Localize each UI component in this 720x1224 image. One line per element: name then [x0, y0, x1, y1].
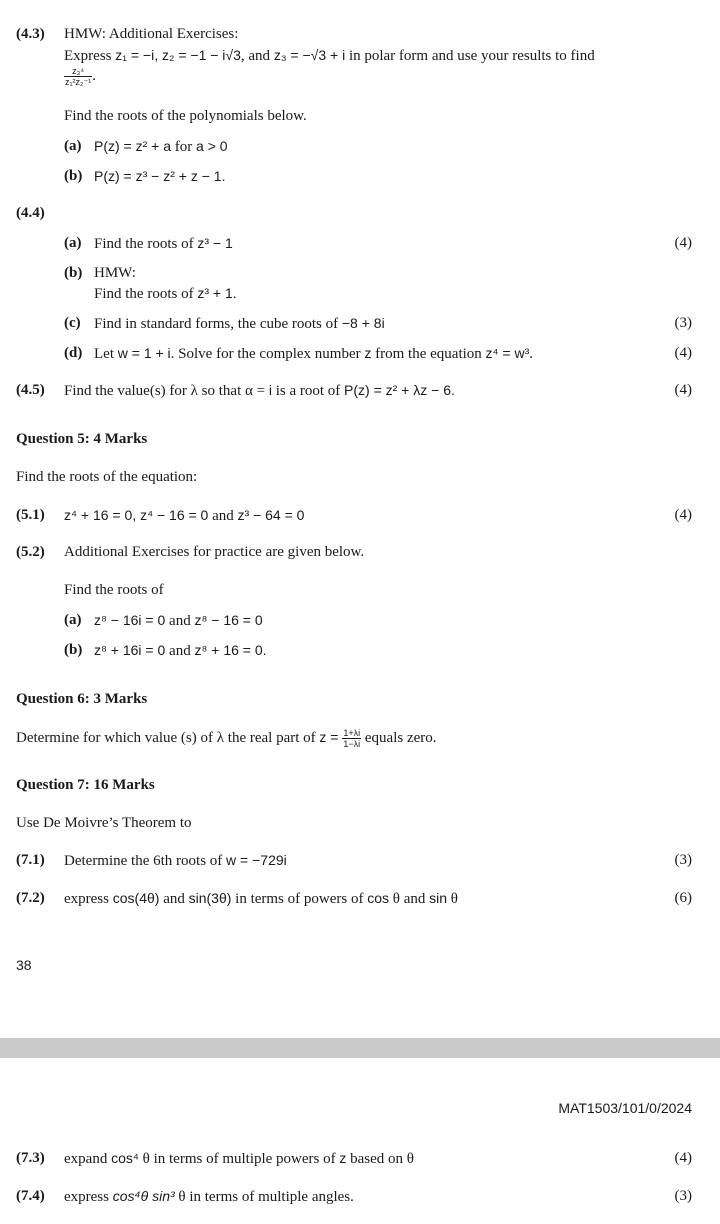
q43-frac-den: z₁²z₂⁻¹ — [65, 77, 92, 87]
q52-text: Additional Exercises for practice are given below. — [64, 544, 365, 560]
q52-a-and: and — [165, 613, 195, 629]
q71-expr: w = −729i — [226, 852, 287, 868]
q72-theta1: θ and — [389, 891, 430, 907]
q43-express-pre: Express — [64, 48, 112, 64]
q73-text2: θ in terms of multiple powers of — [138, 1151, 340, 1167]
q44-d-text4: . — [529, 346, 534, 362]
q43-and: , and — [240, 48, 274, 64]
q74-item — [64, 1188, 354, 1206]
q72-expr1: cos(4θ) — [112, 890, 160, 906]
q52-b-item — [94, 642, 267, 660]
q51-item — [64, 507, 304, 525]
q44-b-title: HMW: — [94, 265, 136, 281]
q43-a-cond: for — [171, 139, 197, 155]
q74-text1: express — [64, 1189, 113, 1205]
q52-a-expr2: z⁸ − 16 = 0 — [194, 612, 263, 628]
q44-a-text: Find the roots of — [94, 236, 198, 252]
q44-d-expr3: z⁴ = w³ — [485, 345, 530, 361]
q43-b-label: (b) — [64, 168, 83, 184]
q71-mark: (3) — [674, 852, 692, 868]
q44-d-expr1: w = 1 + i — [117, 345, 171, 361]
q43-express-post: in polar form and use your results to find — [345, 48, 595, 64]
q43-z2: z₂ = −1 − i√3 — [162, 47, 241, 63]
q72-expr2: sin(3θ) — [188, 890, 232, 906]
q73-text3: based on θ — [346, 1151, 414, 1167]
q72-item — [64, 890, 458, 908]
q51-and: and — [208, 508, 238, 524]
q5-intro: Find the roots of the equation: — [16, 469, 198, 485]
q44-a-item — [94, 235, 233, 253]
q72-and: and — [159, 891, 189, 907]
q43-express-line — [64, 47, 595, 65]
q71-number: (7.1) — [16, 852, 45, 868]
q6-item — [16, 728, 437, 749]
q71-text: Determine the 6th roots of — [64, 853, 227, 869]
page-number: 38 — [16, 957, 32, 973]
q6-text1: Determine for which value (s) of λ the real part of — [16, 729, 320, 746]
q72-expr3: cos — [367, 890, 390, 906]
q52-b-expr1: z⁸ + 16i = 0 — [94, 642, 166, 658]
q44-c-expr: −8 + 8i — [341, 315, 385, 331]
q52-b-label: (b) — [64, 642, 83, 658]
q45-item — [64, 382, 455, 400]
q73-expr: cos⁴ — [111, 1150, 139, 1166]
q43-find-roots: Find the roots of the polynomials below. — [64, 108, 307, 124]
q72-expr4: sin — [429, 890, 448, 906]
q43-fraction: $\frac{\text{z₃⁴}}{\text{z₁²z₂⁻¹}}$ . — [65, 66, 97, 87]
q5-heading: Question 5: 4 Marks — [16, 431, 148, 447]
q73-item — [64, 1150, 414, 1168]
q6-text2: equals zero. — [361, 729, 437, 746]
q74-mark: (3) — [674, 1188, 692, 1204]
q74-expr1: cos⁴θ sin³ — [112, 1188, 175, 1204]
q44-number: (4.4) — [16, 205, 45, 221]
q45-expr2: P(z) = z² + λz − 6. — [344, 382, 455, 398]
q71-item — [64, 852, 287, 870]
q44-d-text1: Let — [94, 346, 118, 362]
q52-a-label: (a) — [64, 612, 82, 628]
q45-expr1: i — [268, 382, 272, 398]
q43-a-item — [94, 138, 228, 156]
q52-a-expr1: z⁸ − 16i = 0 — [94, 612, 166, 628]
q72-mark: (6) — [674, 890, 692, 906]
q51-mark: (4) — [674, 507, 692, 523]
q43-a-label: (a) — [64, 138, 82, 154]
q52-a-item — [94, 612, 263, 630]
q73-number: (7.3) — [16, 1150, 45, 1166]
q43-z1: z₁ = −i, — [115, 47, 162, 63]
q44-d-text3: from the equation — [371, 346, 486, 362]
q72-text2: in terms of powers of — [231, 891, 368, 907]
q44-a-expr: z³ − 1 — [197, 235, 233, 251]
q44-b-label: (b) — [64, 265, 83, 281]
q43-number: (4.3) — [16, 26, 45, 42]
q52-b-and: and — [165, 643, 195, 659]
q43-a-cond-expr: a > 0 — [196, 138, 228, 154]
q44-b-expr: z³ + 1. — [197, 285, 237, 301]
q44-a-label: (a) — [64, 235, 82, 251]
q45-text1: Find the value(s) for λ so that α = — [64, 383, 269, 399]
q44-b-text: Find the roots of — [94, 286, 198, 302]
q44-d-mark: (4) — [674, 345, 692, 361]
q44-a-mark: (4) — [674, 235, 692, 251]
q45-mark: (4) — [674, 382, 692, 398]
q52-b-expr2: z⁸ + 16 = 0. — [194, 642, 267, 658]
q44-d-expr2: z — [364, 345, 372, 361]
page-separator — [0, 1038, 720, 1058]
q44-c-label: (c) — [64, 315, 81, 331]
q6-frac-num: 1+λi — [343, 728, 361, 738]
q44-d-item — [94, 345, 533, 363]
q74-text2: θ in terms of multiple angles. — [174, 1189, 354, 1205]
q43-z3: z₃ = −√3 + i — [273, 47, 346, 63]
q43-frac-num: z₃⁴ — [64, 66, 92, 77]
q74-number: (7.4) — [16, 1188, 45, 1204]
q44-c-item — [94, 315, 385, 333]
q51-expr1: z⁴ + 16 = 0, z⁴ − 16 = 0 — [64, 507, 209, 523]
q44-c-text: Find in standard forms, the cube roots of — [94, 316, 342, 332]
q52-find: Find the roots of — [64, 582, 164, 598]
q43-title: HMW: Additional Exercises: — [64, 26, 239, 42]
course-code-header: MAT1503/101/0/2024 — [558, 1100, 692, 1116]
q6-frac-den: 1−λi — [343, 739, 361, 749]
q73-text1: expand — [64, 1151, 112, 1167]
q73-mark: (4) — [674, 1150, 692, 1166]
q43-b-expr: P(z) = z³ − z² + z − 1. — [94, 168, 226, 184]
q45-number: (4.5) — [16, 382, 45, 398]
q7-intro: Use De Moivre’s Theorem to — [16, 815, 192, 831]
q44-c-mark: (3) — [674, 315, 692, 331]
q6-expr: z = — [319, 728, 343, 745]
q51-number: (5.1) — [16, 507, 45, 523]
q43-a-expr: P(z) = z² + a — [94, 138, 172, 154]
q45-text2: is a root of — [271, 383, 345, 399]
q73-z: z — [339, 1150, 347, 1166]
q44-d-label: (d) — [64, 345, 83, 361]
q51-expr2: z³ − 64 = 0 — [237, 507, 305, 523]
q52-number: (5.2) — [16, 544, 45, 560]
q7-heading: Question 7: 16 Marks — [16, 777, 155, 793]
q6-heading: Question 6: 3 Marks — [16, 691, 148, 707]
q72-text1: express — [64, 891, 113, 907]
q44-b-item — [94, 285, 237, 303]
q72-theta2: θ — [447, 891, 458, 907]
q44-d-text2: . Solve for the complex number — [170, 346, 365, 362]
q72-number: (7.2) — [16, 890, 45, 906]
